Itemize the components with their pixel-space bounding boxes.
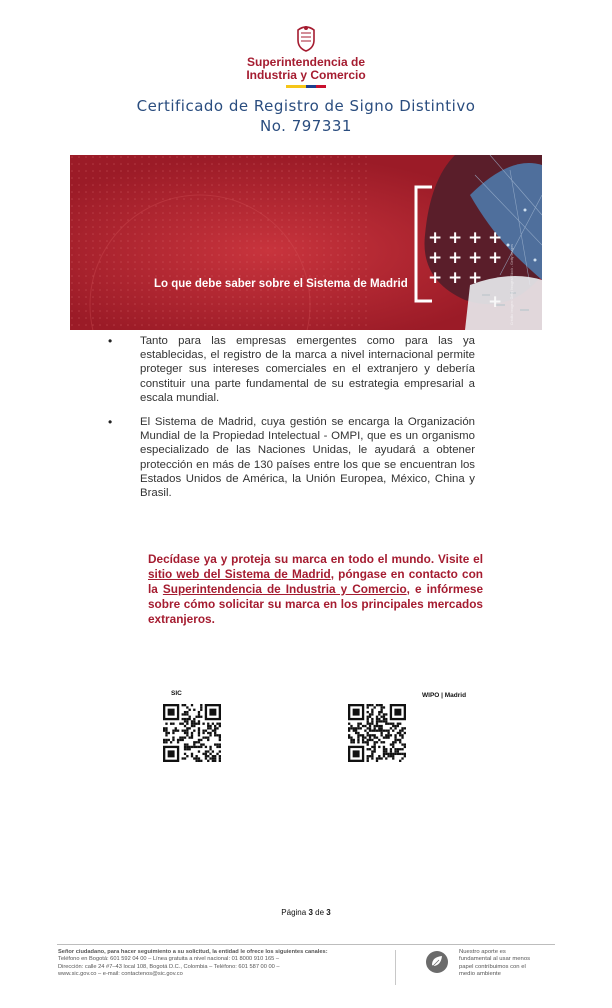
banner-artwork bbox=[70, 155, 542, 330]
svg-text:+: + bbox=[428, 268, 443, 288]
madrid-system-banner bbox=[70, 155, 542, 330]
page-number bbox=[0, 908, 612, 917]
leaf-icon bbox=[425, 950, 449, 974]
document-header bbox=[0, 24, 612, 136]
svg-text:+: + bbox=[468, 228, 483, 248]
eco-line-2: fundamental al usar menos bbox=[459, 956, 531, 963]
sic-qr-code[interactable] bbox=[163, 704, 221, 762]
page-current: 3 bbox=[308, 908, 313, 917]
bullet-item-1: • Tanto para las empresas emergentes como para las ya establecidas, el registro de la marca a nivel internacional permite proteger sus intereses comerciales en el extranjero y debería constituir una parte fundamental de su estrategia empresarial a escala mundial. bbox=[140, 334, 475, 405]
banner-heading: Lo que debe saber sobre el Sistema de Madrid bbox=[154, 278, 408, 290]
svg-text:+: + bbox=[488, 228, 503, 248]
svg-text:+: + bbox=[428, 248, 443, 268]
svg-text:+: + bbox=[488, 248, 503, 268]
eco-line-3: papel contribuimos con el bbox=[459, 963, 526, 970]
qr-label-sic: SIC bbox=[171, 690, 182, 697]
madrid-system-link[interactable]: sitio web del Sistema de Madrid bbox=[148, 567, 331, 581]
wipo-madrid-qr-code[interactable] bbox=[348, 704, 406, 762]
svg-text:+: + bbox=[448, 268, 463, 288]
sic-link[interactable]: Superintendencia de Industria y Comercio bbox=[162, 582, 407, 596]
footer-divider bbox=[395, 950, 396, 985]
eco-message bbox=[459, 949, 555, 979]
footer-intro: Señor ciudadano, para hacer seguimiento a su solicitud, la entidad le ofrece los siguientes canales: bbox=[58, 949, 328, 955]
footer-address-line: Dirección: calle 24 #7–43 local 108, Bogotá D.C., Colombia – Teléfono: 601 587 00 00 – bbox=[58, 963, 280, 970]
flag-bar bbox=[286, 85, 326, 88]
eco-line-1: Nuestro aporte es bbox=[459, 949, 506, 955]
organization-name bbox=[0, 56, 612, 82]
cta-text-2: , póngase en contacto con la bbox=[148, 567, 484, 596]
bullet-item-2: • El Sistema de Madrid, cuya gestión se encarga la Organización Mundial de la Propiedad Intelectual - OMPI, que es un organismo especializado de las Naciones Unidas, le ayudará a obtener protección en más de 130 países entre los que se encuentran los Estados Unidos de América, la Unión Europea, México, China y Brasil. bbox=[140, 415, 475, 500]
certificate-title: Certificado de Registro de Signo Distintivo bbox=[136, 97, 476, 115]
svg-text:+: + bbox=[488, 292, 503, 312]
page-footer bbox=[57, 944, 555, 993]
certificate-number: No. 797331 bbox=[260, 117, 352, 135]
eco-line-4: medio ambiente bbox=[459, 971, 501, 978]
svg-text:+: + bbox=[468, 268, 483, 288]
info-bullet-list bbox=[140, 334, 475, 510]
svg-text:+: + bbox=[448, 228, 463, 248]
page-total: 3 bbox=[326, 908, 331, 917]
svg-text:+: + bbox=[428, 228, 443, 248]
coat-of-arms-icon bbox=[292, 24, 320, 52]
page-middle: de bbox=[312, 908, 327, 917]
call-to-action bbox=[148, 552, 483, 627]
qr-label-wipo: WIPO | Madrid bbox=[422, 692, 467, 699]
organization-name-line1: Superintendencia de bbox=[246, 55, 366, 69]
contact-channels bbox=[58, 949, 388, 978]
cta-text-3: , e infórmese sobre cómo solicitar su marca en los principales mercados extranjeros. bbox=[148, 582, 483, 626]
svg-text:+: + bbox=[448, 248, 463, 268]
footer-phone-line: Teléfono en Bogotá: 601 592 04 00 – Línea gratuita a nivel nacional: 01 8000 910 165 – bbox=[58, 956, 280, 963]
image-credit: Crédito imagen: Getty Images/iStock - Getty Images bbox=[510, 244, 514, 325]
cta-text-1: Decídase ya y proteja su marca en todo el mundo. Visite el bbox=[148, 552, 483, 566]
page-prefix: Página bbox=[281, 908, 309, 917]
footer-web-line: www.sic.gov.co – e-mail: contactenos@sic.gov.co bbox=[58, 970, 183, 977]
svg-text:+: + bbox=[468, 248, 483, 268]
organization-name-line2: Industria y Comercio bbox=[246, 68, 366, 82]
